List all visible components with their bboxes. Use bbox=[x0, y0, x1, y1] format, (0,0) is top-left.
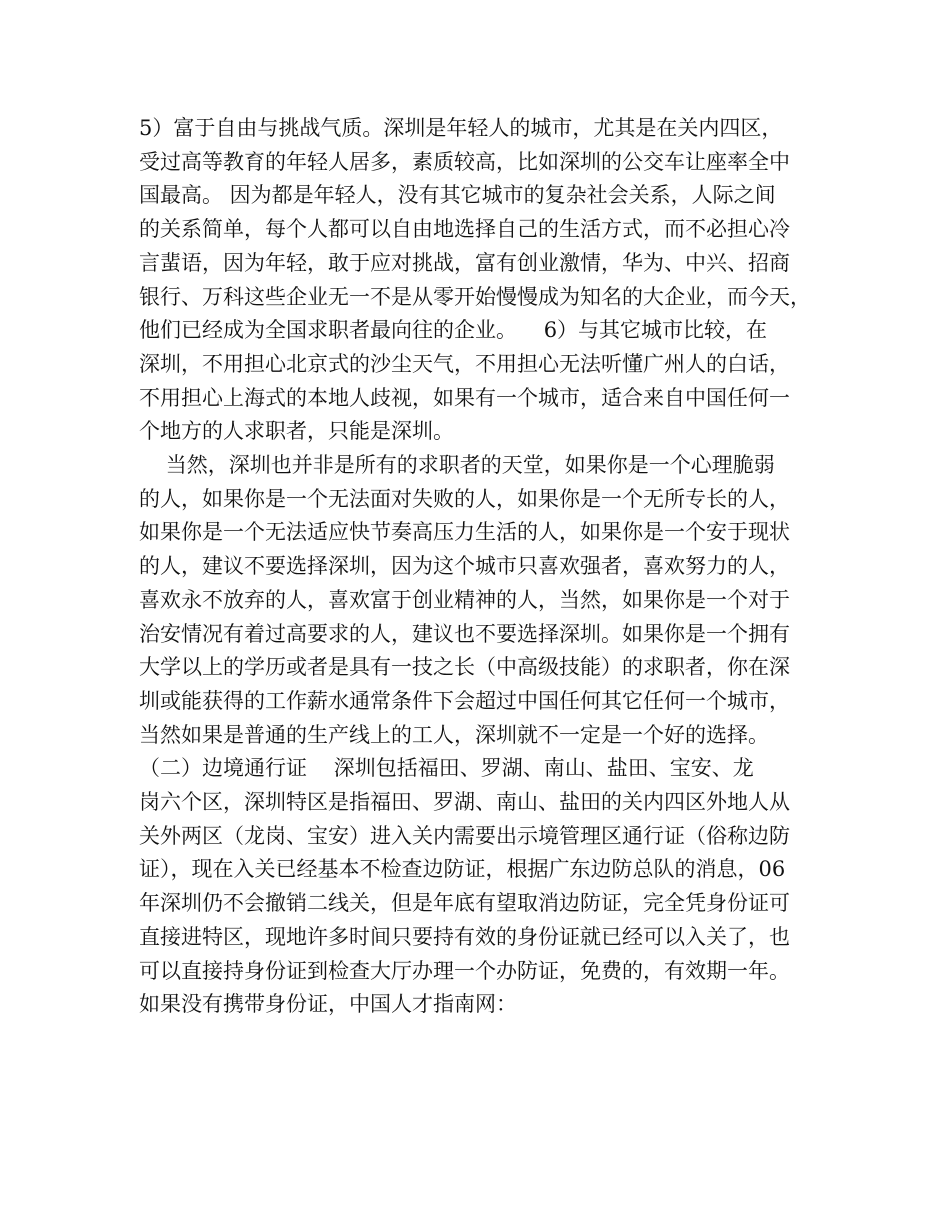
text-line: 证），现在入关已经基本不检查边防证，根据广东边防总队的消息，06 bbox=[139, 857, 786, 882]
text-line: 的人，建议不要选择深圳，因为这个城市只喜欢强者，喜欢努力的人， bbox=[139, 554, 790, 579]
text-line: 个地方的人求职者，只能是深圳。 bbox=[139, 419, 454, 444]
text-line: 大学以上的学历或者是具有一技之长（中高级技能）的求职者，你在深 bbox=[139, 655, 790, 680]
text-line: 银行、万科这些企业无一不是从零开始慢慢成为知名的大企业，而今天， bbox=[139, 284, 811, 309]
text-line: 可以直接持身份证到检查大厅办理一个办防证，免费的，有效期一年。 bbox=[139, 958, 790, 983]
text-line: 受过高等教育的年轻人居多，素质较高，比如深圳的公交车让座率全中 bbox=[139, 149, 790, 174]
text-line: 年深圳仍不会撤销二线关，但是年底有望取消边防证，完全凭身份证可 bbox=[139, 891, 790, 916]
body-text bbox=[139, 112, 829, 1022]
text-line: 深圳，不用担心北京式的沙尘天气，不用担心无法听懂广州人的白话， bbox=[139, 351, 790, 376]
text-line: 关外两区（龙岗、宝安）进入关内需要出示境管理区通行证（俗称边防 bbox=[139, 823, 790, 848]
text-line: 如果没有携带身份证，中国人才指南网： bbox=[139, 992, 517, 1017]
text-line: 的关系简单，每个人都可以自由地选择自己的生活方式，而不必担心冷 bbox=[139, 217, 790, 242]
text-line: （二）边境通行证 深圳包括福田、罗湖、南山、盐田、宝安、龙 bbox=[139, 756, 754, 781]
text-line: 如果你是一个无法适应快节奏高压力生活的人，如果你是一个安于现状 bbox=[139, 520, 790, 545]
text-line: 治安情况有着过高要求的人，建议也不要选择深圳。如果你是一个拥有 bbox=[139, 621, 790, 646]
text-line: 岗六个区，深圳特区是指福田、罗湖、南山、盐田的关内四区外地人从 bbox=[139, 790, 790, 815]
text-line: 国最高。 因为都是年轻人，没有其它城市的复杂社会关系，人际之间 bbox=[139, 183, 776, 208]
text-line: 的人，如果你是一个无法面对失败的人，如果你是一个无所专长的人， bbox=[139, 486, 790, 511]
text-line: 他们已经成为全国求职者最向往的企业。 6）与其它城市比较，在 bbox=[139, 318, 768, 343]
text-line: 直接进特区，现地许多时间只要持有效的身份证就已经可以入关了，也 bbox=[139, 924, 790, 949]
text-line: 不用担心上海式的本地人歧视，如果有一个城市，适合来自中国任何一 bbox=[139, 385, 790, 410]
text-line: 喜欢永不放弃的人，喜欢富于创业精神的人，当然，如果你是一个对于 bbox=[139, 587, 790, 612]
text-line: 5）富于自由与挑战气质。深圳是年轻人的城市，尤其是在关内四区， bbox=[139, 116, 783, 140]
text-line: 言蜚语，因为年轻，敢于应对挑战，富有创业激情，华为、中兴、招商 bbox=[139, 250, 790, 275]
text-line: 当然如果是普通的生产线上的工人，深圳就不一定是一个好的选择。 bbox=[139, 722, 769, 747]
text-line: 当然，深圳也并非是所有的求职者的天堂，如果你是一个心理脆弱 bbox=[139, 453, 775, 478]
text-line: 圳或能获得的工作薪水通常条件下会超过中国任何其它任何一个城市， bbox=[139, 688, 790, 713]
